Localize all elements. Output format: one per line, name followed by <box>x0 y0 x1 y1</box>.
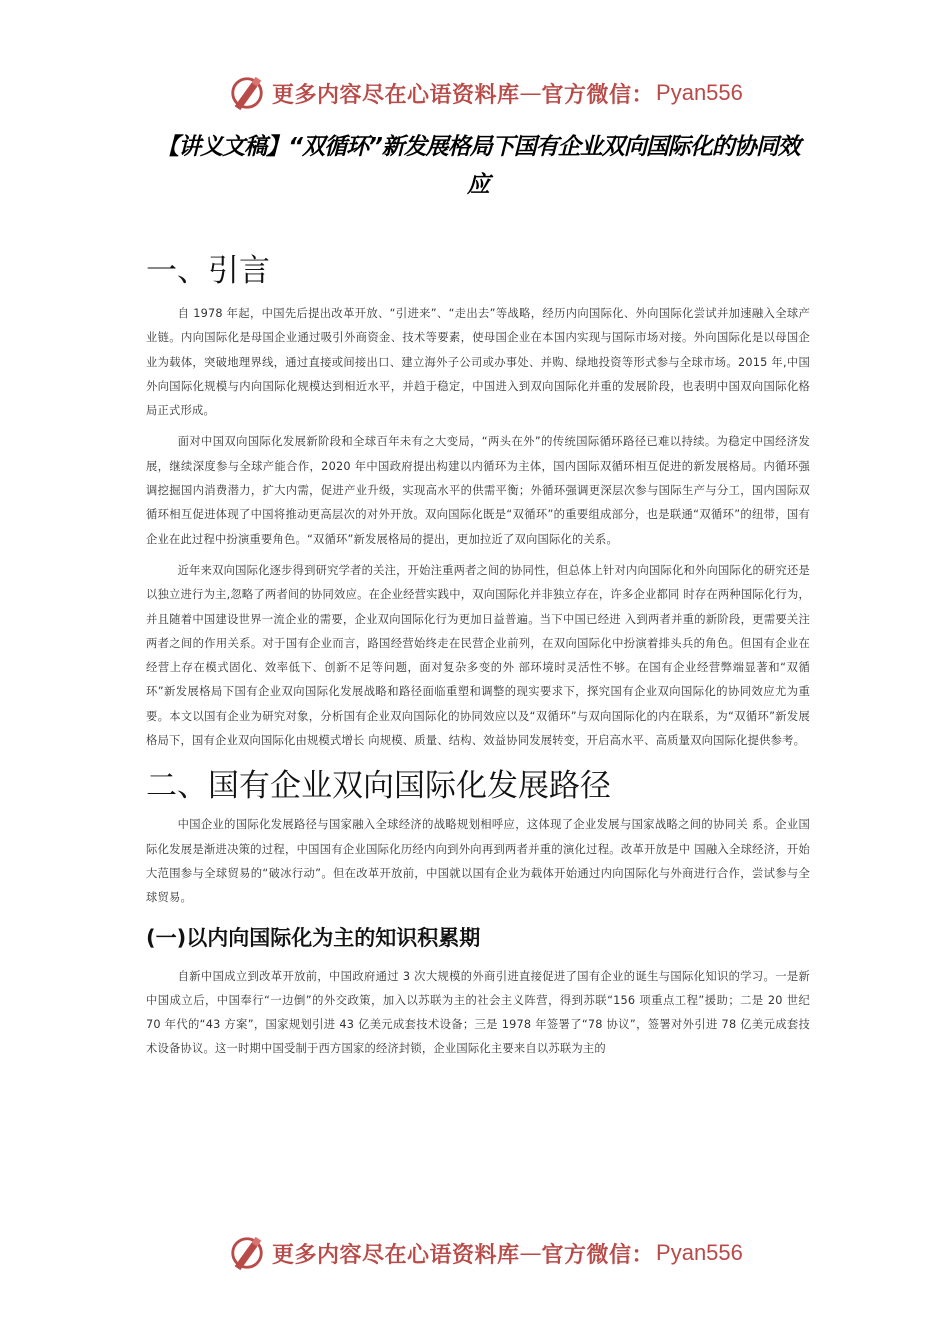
watermark-text: 更多内容尽在心语资料库 <box>272 81 520 108</box>
paragraph: 面对中国双向国际化发展新阶段和全球百年未有之大变局，“两头在外”的传统国际循环路径已难以持续。为稳定中国经济发展，继续深度参与全球产能合作，2020 年中国政府提出构建以内循环为主体，国内国际双循环相互促进的新发展格局。内循环强调挖掘国内消费潜力，扩大内需，促进产业升级，实现高水平的供需平衡；外循环强调更深层次参与国际生产与分工，国内国际双循环相互促进体现了中国将推动更高层次的对外开放。双向国际化既是“双循环”的重要组成部分，也是联通“双循环”的纽带，国有企业在此过程中扮演重要角色。“双循环”新发展格局的提出，更加拉近了双向国际化的关系。 <box>146 435 810 546</box>
watermark-account: Pyan556 <box>656 1240 743 1265</box>
watermark-account: Pyan556 <box>656 80 743 105</box>
section-heading-development-path: 二、国有企业双向国际化发展路径 <box>146 768 611 805</box>
watermark-banner-bottom <box>228 1233 743 1273</box>
document-body <box>146 248 810 1062</box>
watermark-suffix: 官方微信： <box>541 1241 655 1268</box>
paragraph: 自 1978 年起，中国先后提出改革开放、“引进来”、“走出去”等战略，经历内向国际化、外向国际化尝试并加速融入全球产业链。内向国际化是母国企业通过吸引外商资金、技术等要素，使母国企业在本国内实现与国际市场对接。外向国际化是以母国企业为载体，突破地理界线，通过直接或间接出口、建立海外子公司或办事处、并购、绿地投资等形式参与全球市场。2015 年,中国外向国际化规模与内向国际化规模达到相近水平，并趋于稳定，中国进入到双向国际化并重的发展阶段，也表明中国双向国际化格局正式形成。 <box>146 307 810 418</box>
paragraph: 近年来双向国际化逐步得到研究学者的关注，开始注重两者之间的协同性，但总体上针对内向国际化和外向国际化的研究还是以独立进行为主,忽略了两者间的协同效应。在企业经营实践中，双向国际化并非独立存在，许多企业都同 时存在两种国际化行为，并且随着中国建设世界一流企业的需要，企业双向国际化行为更加日益普遍。当下中国已经进 入到两者并重的新阶段，更需要关注两者之间的作用关系。对于国有企业而言，路国经营始终走在民营企业前列，在双向国际化中扮演着排头兵的角色。但国有企业在经营上存在模式固化、效率低下、创新不足等问题，面对复杂多变的外 部环境时灵活性不够。在国有企业经营弊端显著和“双循环”新发展格局下国有企业双向国际化发展战略和路径面临重塑和调整的现实要求下，探究国有企业双向国际化的协同效应尤为重要。本文以国有企业为研究对象，分析国有企业双向国际化的协同效应以及“双循环”与双向国际化的内在联系，为“双循环”新发展格局下，国有企业双向国际化由规模式增长 向规模、质量、结构、效益协同发展转变，开启高水平、高质量双向国际化提供参考。 <box>146 563 810 748</box>
watermark-separator: — <box>519 1240 542 1266</box>
watermark-suffix: 官方微信： <box>541 81 655 108</box>
watermark-text: 更多内容尽在心语资料库 <box>272 1241 520 1268</box>
paragraph: 中国企业的国际化发展路径与国家融入全球经济的战略规划相呼应，这体现了企业发展与国家战略之间的协同关 系。企业国际化发展是渐进决策的过程，中国国有企业国际化历经内向到外向再到两者并重的演化过程。改革开放是中 国融入全球经济，开始大范围参与全球贸易的“破冰行动”。但在改革开放前，中国就以国有企业为载体开始通过内向国际化与外商进行合作，尝试参与全球贸易。 <box>146 818 810 905</box>
watermark-separator: — <box>519 80 542 106</box>
subsection-heading-knowledge-accumulation: (一)以内向国际化为主的知识积累期 <box>146 925 481 950</box>
watermark-banner-top <box>228 73 743 113</box>
document-title: 【讲义文稿】“双循环”新发展格局下国有企业双向国际化的协同效应 <box>156 134 800 198</box>
paragraph: 自新中国成立到改革开放前，中国政府通过 3 次大规模的外商引进直接促进了国有企业的诞生与国际化知识的学习。一是新中国成立后，中国奉行“一边倒”的外交政策，加入以苏联为主的社会主义阵营，得到苏联“156 项重点工程”援助；二是 20 世纪 70 年代的“43 方案”，国家规划引进 43 亿美元成套技术设备；三是 1978 年签署了“78 协议”，签署对外引进 78 亿美元成套技术设备协议。这一时期中国受制于西方国家的经济封锁，企业国际化主要来自以苏联为主的 <box>146 969 810 1056</box>
pen-logo-icon <box>228 74 266 112</box>
section-heading-introduction: 一、引言 <box>146 253 270 289</box>
pen-logo-icon <box>228 1234 266 1272</box>
